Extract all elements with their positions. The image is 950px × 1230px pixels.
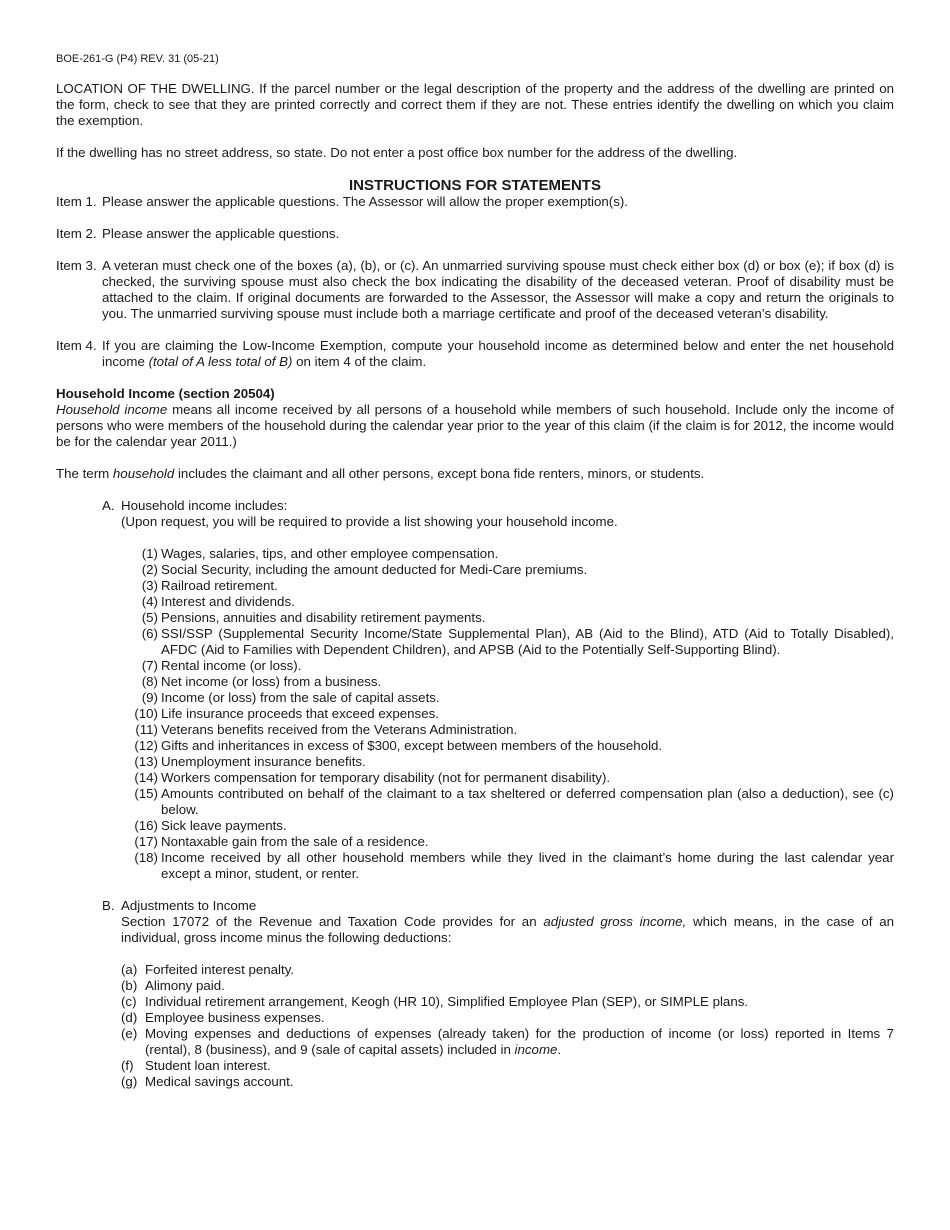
item-label: Item 1. — [56, 194, 97, 209]
list-item: (2) Social Security, including the amount deducted for Medi-Care premiums. — [141, 562, 588, 577]
section-a-label: A. — [102, 498, 115, 513]
list-item: (4) Interest and dividends. — [141, 594, 295, 609]
location-paragraph: LOCATION OF THE DWELLING. If the parcel number or the legal description of the property and the address of the dwelling are printed on the form, check to see that they are printed correctly and correct them if they are not. These entries identify the dwelling on which you claim the exemption. — [56, 81, 894, 128]
list-item: (13) Unemployment insurance benefits. — [134, 754, 366, 769]
section-b-intro-row — [102, 914, 894, 946]
list-item: (g) Medical savings account. — [121, 1074, 294, 1089]
list-item: (b) Alimony paid. — [121, 978, 225, 993]
list-item: (15) Amounts contributed on behalf of the claimant to a tax sheltered or deferred compensation plan (also a deduction), see (c) below. — [134, 786, 894, 817]
item-label: Item 4. — [56, 338, 97, 353]
household-income-heading: Household Income (section 20504) — [56, 386, 275, 401]
list-item: (e) Moving expenses and deductions of expenses (already taken) for the production of income (or loss) reported in Items 7 (rental), 8 (business), and 9 (sale of capital assets) included in income. — [121, 1026, 894, 1057]
list-item: (a) Forfeited interest penalty. — [121, 962, 295, 977]
section-a-title-row — [102, 498, 894, 514]
instructions-page — [56, 53, 894, 1090]
item-text: Please answer the applicable questions. The Assessor will allow the proper exemption(s). — [102, 194, 628, 209]
list-item: (d) Employee business expenses. — [121, 1010, 325, 1025]
list-item: (1) Wages, salaries, tips, and other employee compensation. — [141, 546, 499, 561]
statements-heading: INSTRUCTIONS FOR STATEMENTS — [349, 177, 601, 194]
list-item: (5) Pensions, annuities and disability retirement payments. — [141, 610, 486, 625]
section-b-intro: Section 17072 of the Revenue and Taxation Code provides for an adjusted gross income, which means, in the case of an individual, gross income minus the following deductions: — [121, 914, 894, 945]
household-income-definition: Household income means all income received by all persons of a household while members of such household. Include only the income of persons who were members of the household during the calendar year prior to the year of this claim (if the claim is for 2012, the income would be for the calendar year 2011.) — [56, 402, 894, 449]
list-item: (18) Income received by all other household members while they lived in the claimant’s home during the last calendar year except a minor, student, or renter. — [134, 850, 894, 881]
item-1 — [56, 194, 894, 210]
item-label: Item 3. — [56, 258, 97, 273]
item-3 — [56, 258, 894, 322]
item-2 — [56, 226, 894, 242]
item-4 — [56, 338, 894, 370]
list-item: (c) Individual retirement arrangement, Keogh (HR 10), Simplified Employee Plan (SEP), or SIMPLE plans. — [121, 994, 749, 1009]
list-item: (f) Student loan interest. — [121, 1058, 271, 1073]
list-item: (17) Nontaxable gain from the sale of a residence. — [134, 834, 429, 849]
section-a — [102, 498, 894, 1090]
item-text: Please answer the applicable questions. — [102, 226, 340, 241]
form-id: BOE-261-G (P4) REV. 31 (05-21) — [56, 53, 219, 65]
list-item: (12) Gifts and inheritances in excess of $300, except between members of the household. — [134, 738, 663, 753]
section-a-title: Household income includes: — [121, 498, 288, 513]
list-item: (11) Veterans benefits received from the Veterans Administration. — [135, 722, 518, 737]
household-income-list — [121, 546, 894, 882]
list-item: (3) Railroad retirement. — [141, 578, 278, 593]
adjustments-list — [121, 962, 894, 1090]
item-text: A veteran must check one of the boxes (a), (b), or (c). An unmarried surviving spouse must check either box (d) or box (e); if box (d) is checked, the surviving spouse must also check the box indicating the disability of the deceased veteran. Proof of disability must be attached to the claim. If original documents are forwarded to the Assessor, the Assessor will make a copy and return the originals to you. The unmarried surviving spouse must include both a marriage certificate and proof of the deceased veteran’s disability. — [102, 258, 894, 321]
list-item: (14) Workers compensation for temporary disability (not for permanent disability). — [134, 770, 611, 785]
list-item: (8) Net income (or loss) from a business. — [141, 674, 382, 689]
list-item: (6) SSI/SSP (Supplemental Security Income/State Supplemental Plan), AB (Aid to the Blind), ATD (Aid to Totally Disabled), AFDC (Aid to Families with Dependent Children), and APSB (Aid to the Potentially Self-Supporting Blind). — [141, 626, 894, 657]
section-a-note-row — [102, 514, 894, 530]
item-label: Item 2. — [56, 226, 97, 241]
section-a-note: (Upon request, you will be required to provide a list showing your household income. — [121, 514, 618, 529]
household-term-paragraph: The term household includes the claimant and all other persons, except bona fide renters, minors, or students. — [56, 466, 705, 481]
section-b-label: B. — [102, 898, 115, 913]
list-item: (10) Life insurance proceeds that exceed expenses. — [134, 706, 439, 721]
list-item: (7) Rental income (or loss). — [141, 658, 302, 673]
section-b-title: Adjustments to Income — [121, 898, 257, 913]
list-item: (9) Income (or loss) from the sale of capital assets. — [141, 690, 440, 705]
section-b-title-row — [102, 898, 894, 914]
item-text: If you are claiming the Low-Income Exemption, compute your household income as determined below and enter the net household income (total of A less total of B) on item 4 of the claim. — [102, 338, 894, 369]
list-item: (16) Sick leave payments. — [134, 818, 287, 833]
no-address-paragraph: If the dwelling has no street address, so state. Do not enter a post office box number for the address of the dwelling. — [56, 145, 738, 160]
